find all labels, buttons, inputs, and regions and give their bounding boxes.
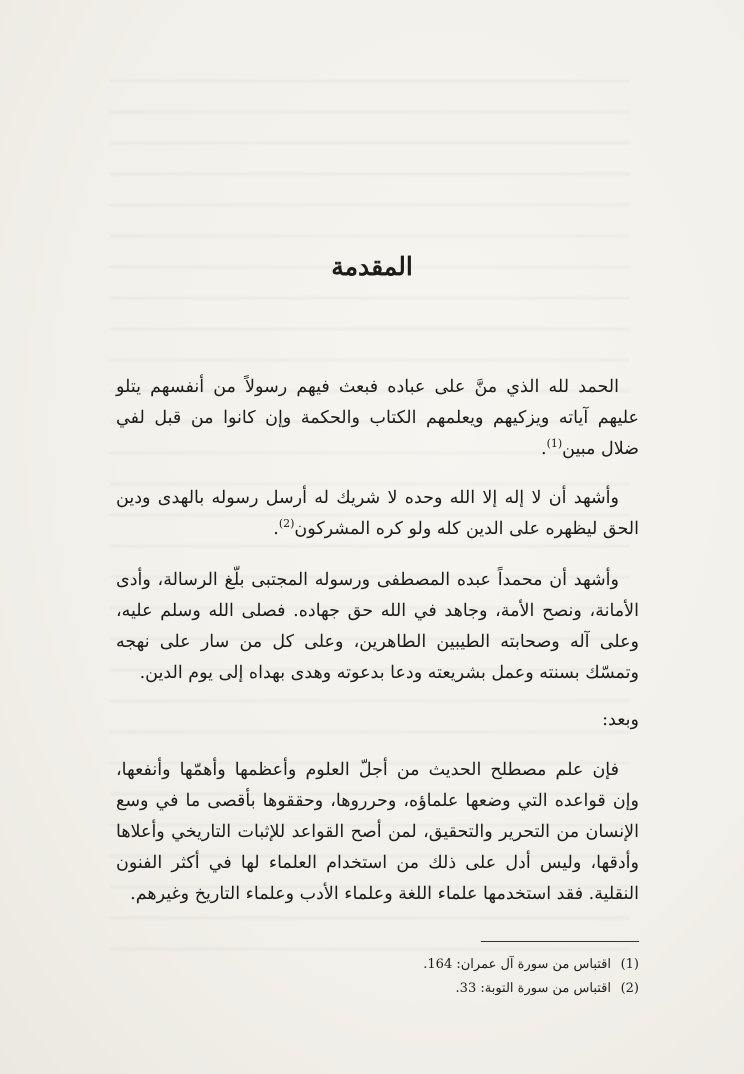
- page-title: المقدمة: [331, 252, 413, 281]
- paragraph-text: وأشهد أن محمداً عبده المصطفى ورسوله المجتبى بلّغ الرسالة، وأدى الأمانة، ونصح الأمة، وجاهد في الله حق جهاده. فصلى الله وسلم عليه، وعلى آله وصحابته الطيبين الطاهرين، وعلى كل من سار على نهجه وتمسّك بسنته وعمل بشريعته ودعا بدعوته وهدى بهداه إلى يوم الدين.: [116, 570, 639, 683]
- footnotes: [116, 953, 639, 1001]
- footnote-separator: [481, 941, 639, 942]
- footnote-ref-2: (2): [278, 517, 295, 531]
- paragraph-text: فإن علم مصطلح الحديث من أجلّ العلوم وأعظمها وأهمّها وأنفعها، وإن قواعده التي وضعها علماؤه، وحرروها، وحققوها بأقصى ما في وسع الإنسان من التحرير والتحقيق، لمن أصح القواعد للإثبات التاريخي وأعلاها وأدقها، وليس أدل على ذلك من استخدام العلماء لها في أكثر الفنون النقلية. فقد استخدمها علماء اللغة وعلماء الأدب وعلماء التاريخ وغيرهم.: [116, 760, 639, 904]
- footnote-item: [116, 953, 639, 977]
- footnote-number: (1): [620, 957, 639, 972]
- paragraph-wabaad: [116, 705, 639, 736]
- footnote-item: [116, 977, 639, 1001]
- footnote-number: (2): [620, 981, 639, 996]
- paragraph-mustalah: [116, 755, 639, 910]
- paragraph-salawat: [116, 565, 639, 689]
- paragraph-text: الحمد لله الذي منَّ على عباده فبعث فيهم رسولاً من أنفسهم يتلو عليهم آياته ويزكيهم ويعلمهم الكتاب والحكمة وإن كانوا من قبل لفي ضلال مبين: [116, 377, 639, 459]
- footnote-text: اقتباس من سورة التوبة: 33.: [455, 981, 611, 996]
- footnote-ref-1: (1): [546, 437, 563, 451]
- paragraph-text: وبعد:: [602, 710, 639, 730]
- paragraph-opening: الحمد لله الذي منَّ على عباده فبعث فيهم رسولاً من أنفسهم يتلو عليهم آياته ويزكيهم ويعلمهم الكتاب والحكمة وإن كانوا من قبل لفي ضلال مبين$^{(1)}$.: [116, 377, 639, 459]
- paragraph-shahada: وأشهد أن لا إله إلا الله وحده لا شريك له أرسل رسوله بالهدى ودين الحق ليظهره على الدين كله ولو كره المشركون$^{(2)}$.: [116, 488, 639, 539]
- paragraph-text: وأشهد أن لا إله إلا الله وحده لا شريك له أرسل رسوله بالهدى ودين الحق ليظهره على الدين كله ولو كره المشركون: [116, 488, 639, 539]
- footnote-text: اقتباس من سورة آل عمران: 164.: [423, 957, 611, 972]
